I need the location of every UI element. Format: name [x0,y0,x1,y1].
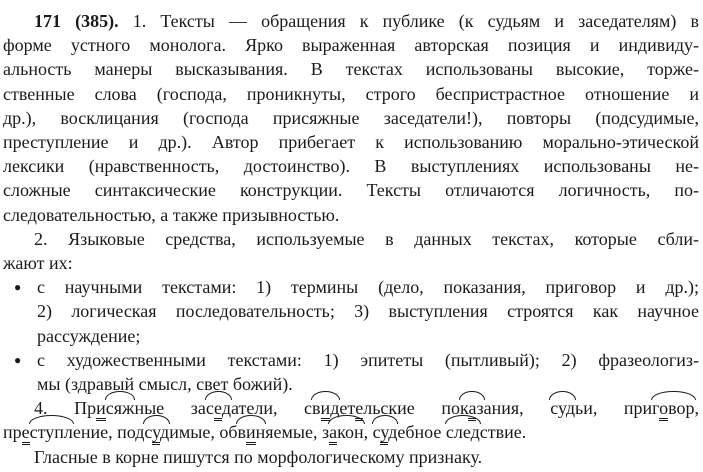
text-run: в [312,398,321,419]
text-line [3,82,699,106]
text-run: д [221,398,231,419]
text-line [3,33,699,57]
checked-vowel: у [152,422,160,445]
text-run: , [363,422,373,443]
checked-vowel: о [659,398,668,421]
text-run: рассуждение; [37,325,141,346]
text-run: Гласные в корне пишутся по морфологическому признаку. [34,446,483,467]
checked-vowel: е [22,422,30,445]
text-run: суд [550,398,575,419]
text-line [3,106,699,130]
text-run: ет [339,398,356,419]
text-line [3,203,699,227]
text-run: ствие. [479,422,527,443]
text-line [3,154,699,178]
root-arc-annotation [329,422,363,442]
text-run: вор [668,398,695,419]
text-run: 4. Пр [34,398,97,419]
root-arc-annotation [206,398,231,418]
root-arc-annotation [652,398,694,418]
text-run: с художественными текстами: 1) эпитеты (пытливый); 2) фразеологиз- [37,349,699,370]
checked-vowel: е [214,398,222,421]
text-run: ьи, при [574,398,653,419]
root-arc-annotation [373,422,398,442]
text-line [3,372,699,396]
text-run: з [476,398,484,419]
text-run: 2) логическая последовательность; 3) выступления строятся как научное [37,301,699,322]
intro-paragraph [3,9,699,227]
text-line [3,57,699,81]
checked-vowel: и [96,398,106,421]
text-run: 1. Тексты — обращения к публике (к судьям и заседателям) в [118,11,699,31]
text-line [3,348,699,372]
checked-vowel: е [355,398,363,421]
checked-vowel: у [380,422,388,445]
text-run: с научными текстами: 1) термины (дело, показания, приговор и др.); [37,277,699,298]
text-run: др.), восклицания (господа присяжные заседатели!), повторы (подсудимые, [3,107,699,128]
text-run: альность манеры высказывания. В текстах использованы высокие, торже- [3,59,699,80]
text-run: имые, об [169,422,238,443]
text-run: ственные слова (господа, проникнуты, строго беспристрастное отношение и [3,83,699,104]
conclusion-paragraph [3,445,699,469]
text-run: лексики (нравственность, достоинство). В выступлениях использованы не- [3,156,699,177]
text-run: форме устного монолога. Ярко выраженная авторская позиция и индивиду- [3,35,699,56]
text-run: пр [3,422,22,443]
text-line [3,130,699,154]
text-run: сяж [105,398,135,419]
text-line [3,420,699,444]
text-run: ные за [134,398,206,419]
checked-vowel: и [321,398,331,421]
checked-vowel: а [329,422,337,445]
root-arc-annotation [312,398,339,418]
text-run: льские по [363,398,460,419]
text-run: следовательностью, а также призывностью. [3,204,340,225]
root-arc-annotation [237,422,265,442]
scientific-texts-bullet [3,275,699,348]
text-run: кон [337,422,364,443]
text-run: с [144,422,153,443]
text-run: , [694,398,699,419]
text-line [3,227,699,251]
text-line [3,251,699,275]
bullet-marker-icon: ● [14,352,22,367]
text-run: н [255,422,266,443]
text-run: с [205,398,215,419]
checked-vowel: и [246,422,256,445]
text-run: 2. Языковые средства, используемые в данных текстах, которые сбли- [34,228,699,249]
text-run: к [459,398,469,419]
root-arc-annotation [106,398,135,418]
text-run: яемые, з [265,422,330,443]
artistic-texts-bullet [3,348,699,396]
text-run: г [652,398,660,419]
bullet-marker-icon: ● [14,280,22,295]
language-means-paragraph [3,227,699,275]
text-run: ение, под [72,422,145,443]
text-line [3,324,699,348]
text-run: ступл [29,422,73,443]
text-run: ания, [483,398,551,419]
root-arc-annotation [144,422,169,442]
text-line [3,299,699,323]
text-run: ебное [397,422,446,443]
text-run: д [160,422,170,443]
text-line [3,178,699,202]
text-run: жают их: [3,253,73,274]
root-arc-annotation [30,422,73,442]
checked-vowel: а [468,398,476,421]
exercise-number: 171 (385). [34,11,119,31]
text-run: д [388,422,398,443]
text-run: д [330,398,340,419]
text-run: в [237,422,246,443]
text-run: преступление и др.). Автор прибегает к использованию морально-этической [3,132,699,153]
text-run: мы (здравый смысл, свет божий). [37,374,293,395]
text-line [3,275,699,299]
text-run: с [372,422,381,443]
root-arc-annotation [446,422,480,442]
text-run: сложные синтаксические конструкции. Тексты отличаются логичность, по- [3,180,699,201]
text-run: след [445,422,480,443]
text-line [3,9,699,33]
root-arc-annotation [550,398,575,418]
annotated-words-paragraph [3,396,699,444]
text-run: атели, с [230,398,313,419]
text-line [3,445,699,469]
